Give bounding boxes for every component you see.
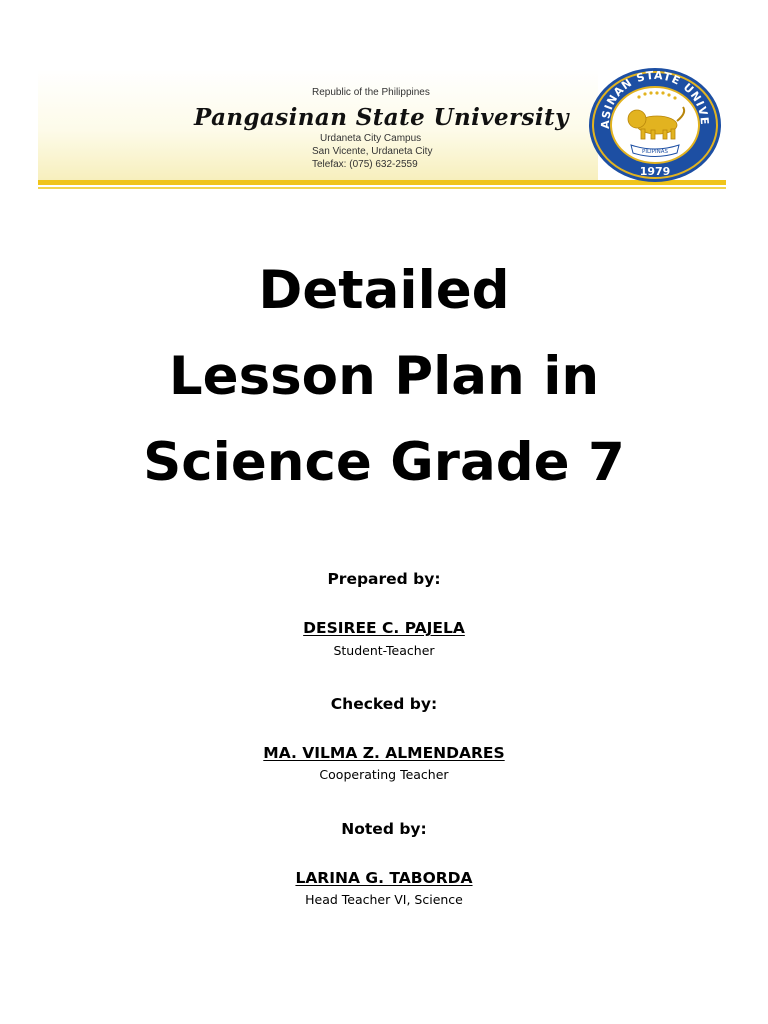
svg-text:1979: 1979 <box>639 165 671 178</box>
letterhead-rule-thin <box>38 187 726 189</box>
letterhead-telefax: Telefax: (075) 632-2559 <box>312 159 418 170</box>
svg-text:PANGASINAN STATE UNIVERSITY: ASINAN STATE UNIVE <box>598 68 712 129</box>
noted-by-role: Head Teacher VI, Science <box>305 892 463 907</box>
university-seal-icon <box>587 67 723 183</box>
title-line-3: Science Grade 7 <box>143 432 625 493</box>
noted-by-heading: Noted by: <box>341 820 427 838</box>
prepared-by-heading: Prepared by: <box>327 570 441 588</box>
letterhead-campus: Urdaneta City Campus <box>320 133 422 144</box>
prepared-by-name: DESIREE C. PAJELA <box>303 619 465 637</box>
checked-by-name: MA. VILMA Z. ALMENDARES <box>263 744 505 762</box>
document-title <box>0 248 768 506</box>
checked-by-role: Cooperating Teacher <box>319 767 449 782</box>
letterhead-university-name: Pangasinan State University <box>194 104 569 131</box>
prepared-by-role: Student-Teacher <box>333 643 435 658</box>
svg-text:PILIPINAS: PILIPINAS <box>642 149 668 155</box>
checked-by-heading: Checked by: <box>330 695 438 713</box>
letterhead-republic: Republic of the Philippines <box>312 87 430 98</box>
title-line-2: Lesson Plan in <box>168 346 600 407</box>
noted-by-name: LARINA G. TABORDA <box>295 869 473 887</box>
title-line-1: Detailed <box>258 260 510 321</box>
letterhead-address: San Vicente, Urdaneta City <box>312 146 433 157</box>
